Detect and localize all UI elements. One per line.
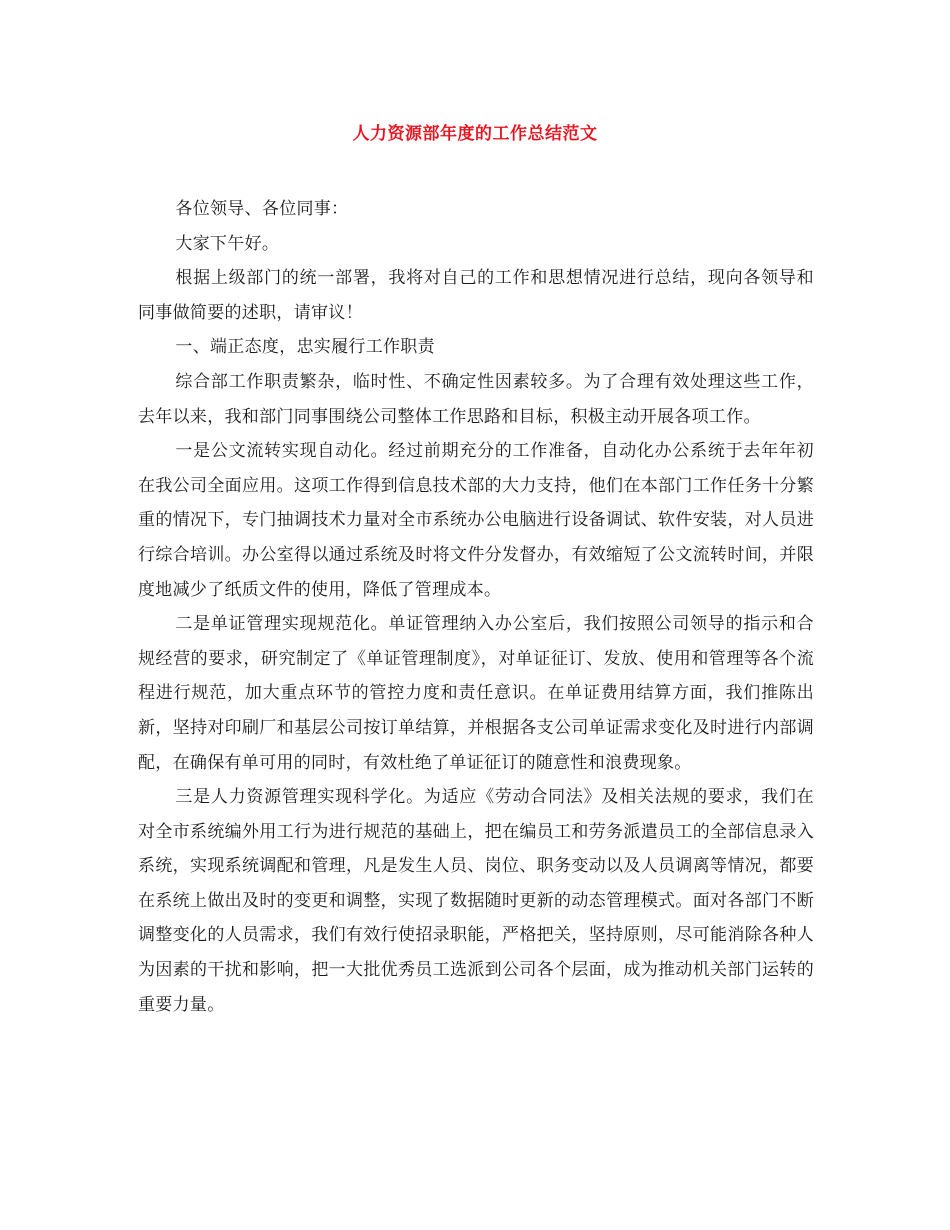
section-heading-1: 一、端正态度，忠实履行工作职责 (175, 337, 435, 358)
paragraph-overview: 综合部工作职责繁杂，临时性、不确定性因素较多。为了合理有效处理这些工作，去年以来，我和部门同事围绕公司整体工作思路和目标，积极主动开展各项工作。 (138, 371, 814, 427)
paragraph-greeting: 各位领导、各位同事： (175, 199, 349, 219)
document-body (138, 192, 814, 1022)
paragraph-automation: 一是公文流转实现自动化。经过前期充分的工作准备，自动化办公系统于去年年初在我公司全面应用。这项工作得到信息技术部的大力支持，他们在本部门工作任务十分繁重的情况下，专门抽调技术力量对全市系统办公电脑进行设备调试、软件安装，对人员进行综合培训。办公室得以通过系统及时将文件分发督办，有效缩短了公文流转时间，并限度地减少了纸质文件的使用，降低了管理成本。 (138, 441, 814, 600)
paragraph-salutation: 大家下午好。 (175, 233, 280, 254)
document-title: 人力资源部年度的工作总结范文 (352, 124, 598, 144)
paragraph-hr: 三是人力资源管理实现科学化。为适应《劳动合同法》及相关法规的要求，我们在对全市系统编外用工行为进行规范的基础上，把在编员工和劳务派遣员工的全部信息录入系统，实现系统调配和管理，凡是发生人员、岗位、职务变动以及人员调离等情况，都要在系统上做出及时的变更和调整，实现了数据随时更新的动态管理模式。面对各部门不断调整变化的人员需求，我们有效行使招录职能，严格把关，坚持原则，尽可能消除各种人为因素的干扰和影响，把一大批优秀员工选派到公司各个层面，成为推动机关部门运转的重要力量。 (138, 787, 814, 1015)
paragraph-intro: 根据上级部门的统一部署，我将对自己的工作和思想情况进行总结，现向各领导和同事做简要的述职，请审议！ (138, 268, 814, 323)
paragraph-documents: 二是单证管理实现规范化。单证管理纳入办公室后，我们按照公司领导的指示和合规经营的要求，研究制定了《单证管理制度》，对单证征订、发放、使用和管理等各个流程进行规范，加大重点环节的管控力度和责任意识。在单证费用结算方面，我们推陈出新，坚持对印刷厂和基层公司按订单结算，并根据各支公司单证需求变化及时进行内部调配，在确保有单可用的同时，有效杜绝了单证征订的随意性和浪费现象。 (138, 614, 814, 773)
